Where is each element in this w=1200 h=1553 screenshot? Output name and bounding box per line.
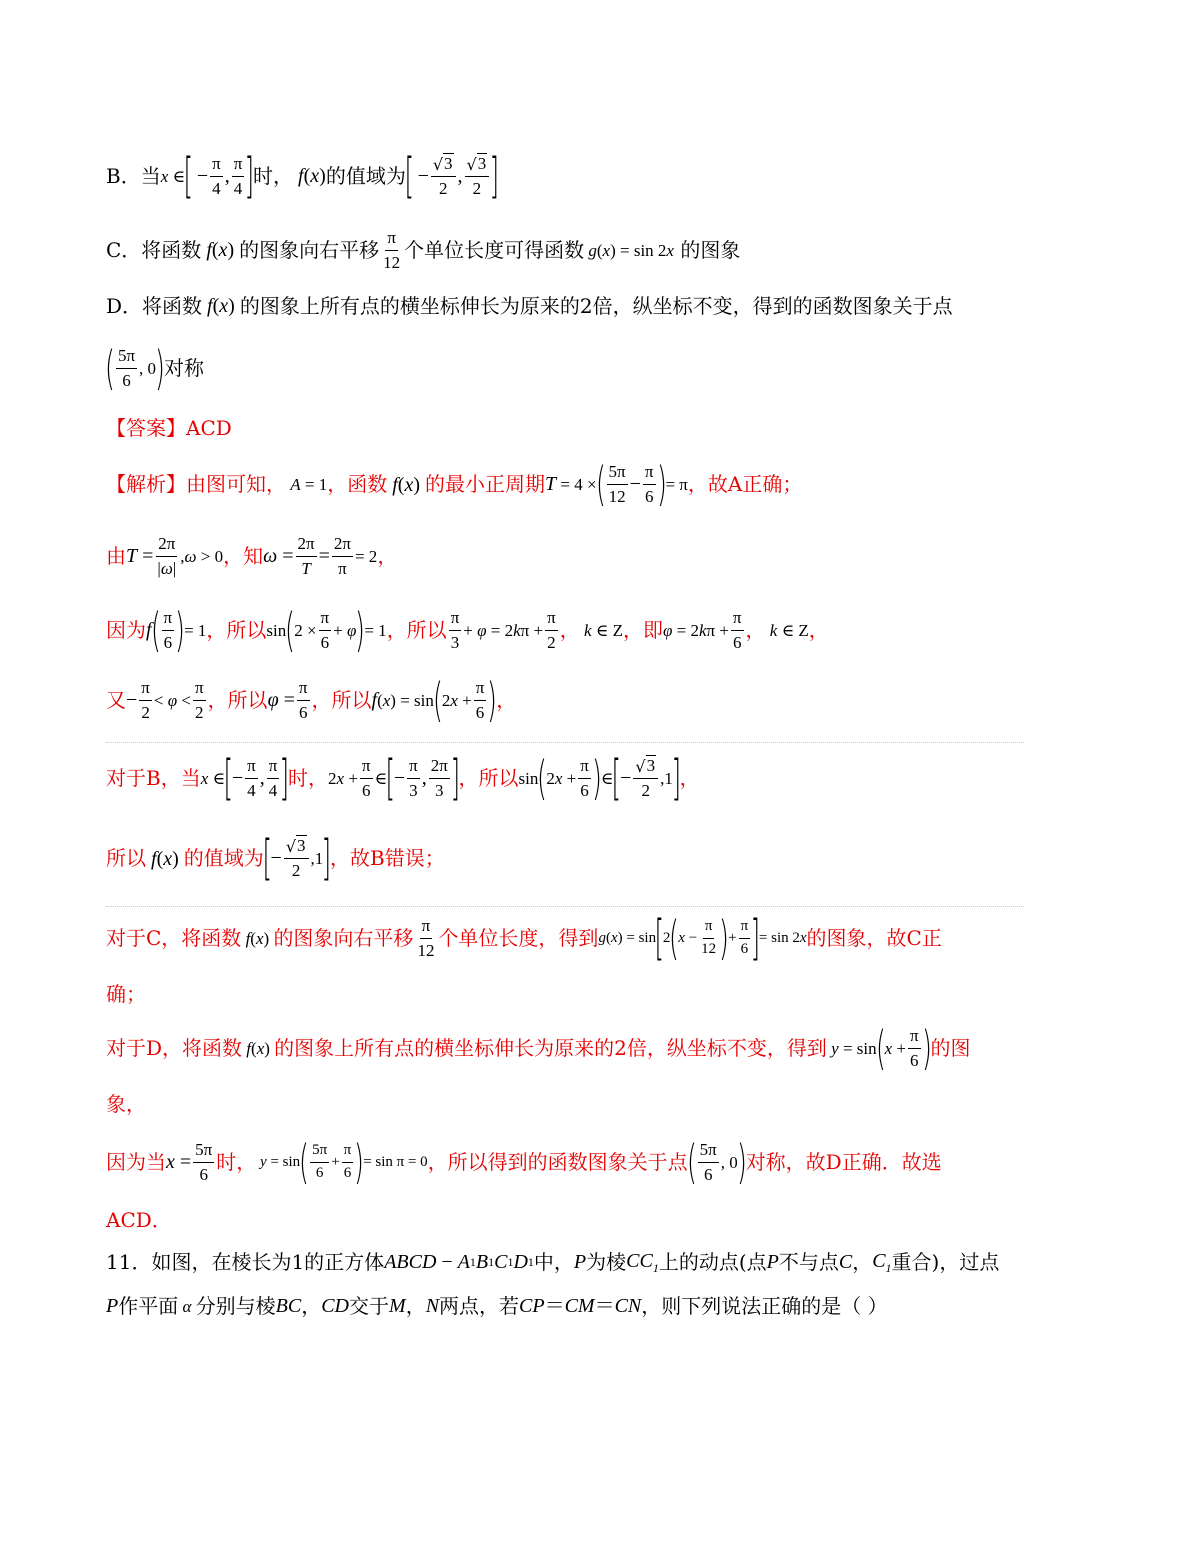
option-d-line1: D．将函数 f ( x ) 的图象上所有点的横坐标伸长为原来的2倍，纵坐标不变，得到的函数图象关于点 (106, 294, 953, 318)
analysis-line-1: 【解析】 由图可知， A = 1 ，函数 f(x) 的最小正周期 T = 4 × ( 5π 12 − $\frac{\pi}{6}$ ) = π ，故A正确； (106, 457, 803, 511)
option-b: B．当 x ∈ [ − $\frac{\pi}{4}$ , π 4 ] 时， f ( x ) 的值域为 [ − √ 3 2 , √ 3 2 ] (106, 148, 500, 204)
analysis-line-2: 由 T = $\frac{2\pi}{|\omega|}$ ,ω > 0 ，知 ω = $\frac{2\pi}{T}$ = $\frac{2\pi}{\pi}$ = 2 ， (106, 533, 398, 578)
analysis-line-5: 对于B，当 x ∈ [ − $\frac{\pi}{4}$ , π 4 ] 时， 2x + $\frac{\pi}{6}$ ∈ [ − $\frac{\pi}{3}$ , 2π 3 ] ，所以 sin ( 2x + $\frac{\pi}{6}$ ) ∈ [ − √ 3 2 ,1 ] ， (106, 750, 700, 806)
question-11-line-2: P 作平面 α 分别与棱 BC ， CD 交于 M ， N 两点，若 CP ＝ CM ＝ CN ，则下列说法正确的是（ ） (106, 1294, 888, 1318)
question-11-line-1: 11．如图，在棱长为1的正方体 ABCD − A 1 B 1 C 1 D 1 中， P 为棱 $CC_1$ 上的动点(点 P 不与点 C ， $C_1$ 重合)，过点 (106, 1249, 1000, 1275)
analysis-line-7: 对于C，将函数 f(x) 的图象向右平移 π 12 个单位长度，得到 g(x) = sin [ 2 ( x − $\frac{\pi}{12}$ ) + $\frac{\pi}{6}$ ] = sin 2x 的图象，故C正 (106, 910, 942, 966)
option-c: C．将函数 f ( x ) 的图象向右平移 π 12 个单位长度可得函数 g ( x ) = sin 2 x 的图象 (106, 227, 741, 272)
analysis-line-6: 所以 f(x) 的值域为 [ − √ 3 2 ,1 ] ，故B错误； (106, 830, 445, 886)
analysis-line-4: 又 − $\frac{\pi}{2}$ < φ < π 2 ，所以 φ = $\frac{\pi}{6}$ ，所以 f (x) = sin ( 2x + $\frac{\pi}{6}$ ) ， (106, 673, 517, 727)
divider (106, 906, 1024, 907)
answer: 【答案】ACD (106, 416, 232, 440)
analysis-line-8b: 象， (106, 1092, 146, 1116)
divider (106, 742, 1024, 743)
analysis-line-9: 因为当 x = $\frac{5\pi}{6}$ 时， y = sin ( 5π 6 + $\frac{\pi}{6}$ ) = sin π = 0 ，所以得到的函数图象关于点 ( 5π 6 , 0 ) 对称，故D正确．故选 (106, 1135, 942, 1189)
option-d-line2: ( 5π 6 , 0 ) 对称 (105, 341, 204, 395)
analysis-line-8: 对于D，将函数 f(x) 的图象上所有点的横坐标伸长为原来的2倍，纵坐标不变，得到 y = sin ( x + $\frac{\pi}{6}$ ) 的图 (106, 1021, 971, 1075)
analysis-line-3: 因为 f ( π 6 ) = 1 ，所以 sin ( 2 × $\frac{\pi}{6}$ + φ ) = 1 ，所以 π 3 + φ = 2kπ + $\frac{\pi}{2}$ ， k ∈ Z ，即 φ = 2kπ + $\frac{\pi}{6}$ ， k ∈ Z ， (106, 603, 829, 657)
analysis-line-7b: 确； (106, 982, 146, 1006)
analysis-line-9b: ACD． (106, 1208, 172, 1232)
